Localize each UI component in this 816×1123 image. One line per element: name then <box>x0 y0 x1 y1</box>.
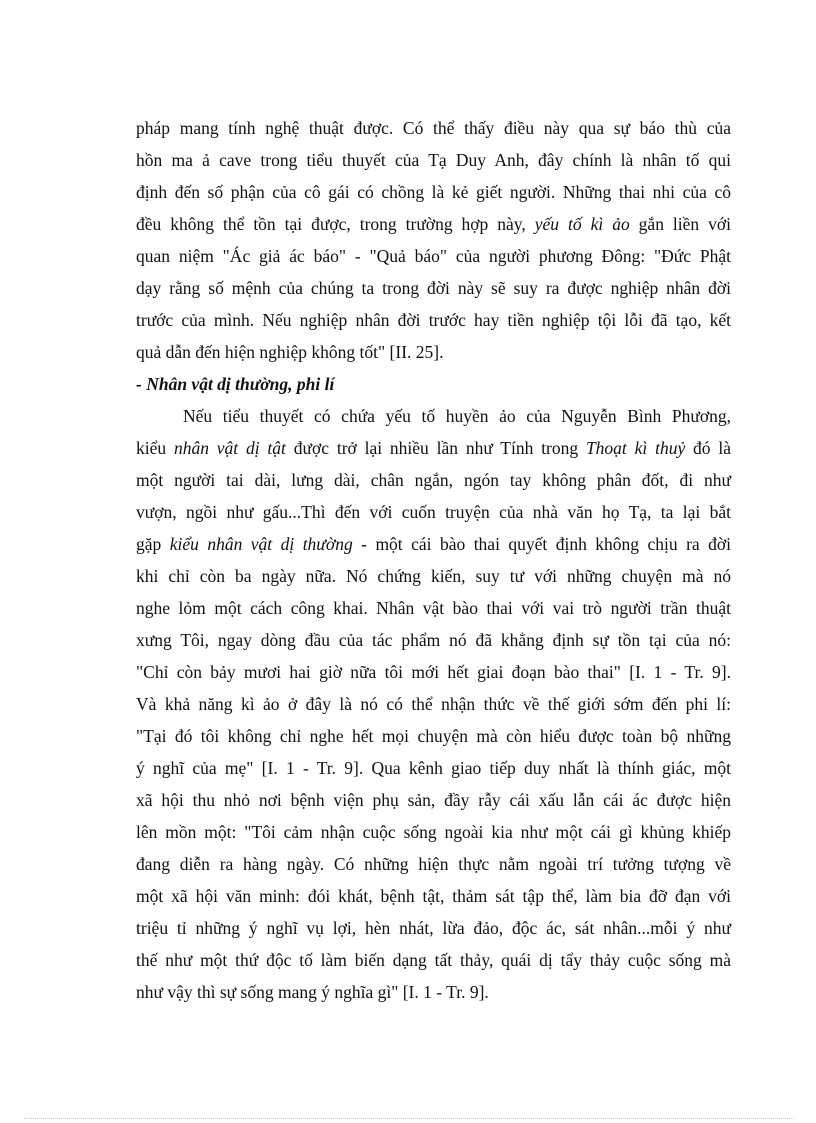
text-line <box>136 528 731 560</box>
text-line: định đến số phận của cô gái có chồng là kẻ giết người. Những thai nhi của cô <box>136 182 731 202</box>
text-line: trước của mình. Nếu nghiệp nhân đời trước hay tiền nghiệp tội lỗi đã tạo, kết <box>136 310 731 330</box>
text-line: "Tại đó tôi không chỉ nghe hết mọi chuyện mà còn hiểu được toàn bộ những <box>136 726 731 746</box>
italic-title: Thoạt kì thuỷ <box>585 438 686 458</box>
section-heading: - Nhân vật dị thường, phi lí <box>136 374 335 394</box>
text-run: - một cái bào thai quyết định không chịu ra đời <box>352 534 731 554</box>
text-line: một xã hội văn minh: đói khát, bệnh tật, thảm sát tập thể, làm bia đỡ đạn với <box>136 886 731 906</box>
text-run: đều không thể tồn tại được, trong trường hợp này, <box>136 214 535 234</box>
text-line: hồn ma ả cave trong tiểu thuyết của Tạ Duy Anh, đây chính là nhân tố qui <box>136 150 731 170</box>
text-line <box>136 208 731 240</box>
text-line: "Chỉ còn bảy mươi hai giờ nữa tôi mới hết giai đoạn bào thai" [I. 1 - Tr. 9]. <box>136 662 731 682</box>
text-line: vượn, ngồi như gấu...Thì đến với cuốn truyện của nhà văn họ Tạ, ta lại bắt <box>136 502 731 522</box>
body-text <box>136 112 731 1008</box>
text-run: kiểu <box>136 438 174 458</box>
text-line: Và khả năng kì ảo ở đây là nó có thể nhận thức về thế giới sớm đến phi lí: <box>136 694 731 714</box>
text-line: đang diễn ra hàng ngày. Có những hiện thực nằm ngoài trí tưởng tượng về <box>136 854 731 874</box>
text-line: xưng Tôi, ngay dòng đầu của tác phẩm nó đã khẳng định sự tồn tại của nó: <box>136 630 731 650</box>
text-line: thế như một thứ độc tố làm biến dạng tất thảy, quái dị tẩy thảy cuộc sống mà <box>136 950 731 970</box>
text-line <box>136 432 731 464</box>
italic-term: nhân vật dị tật <box>173 438 286 458</box>
italic-term: kiểu nhân vật dị thường <box>169 534 353 554</box>
text-line: triệu tỉ những ý nghĩ vụ lợi, hèn nhát, lừa đảo, độc ác, sát nhân...mỗi ý như <box>136 918 731 938</box>
text-line: như vậy thì sự sống mang ý nghĩa gì" [I. 1 - Tr. 9]. <box>136 982 489 1002</box>
text-line: khi chỉ còn ba ngày nữa. Nó chứng kiến, suy tư với những chuyện mà nó <box>136 566 731 586</box>
italic-term: yếu tố kì ảo <box>534 214 630 234</box>
text-run: gặp <box>136 534 170 554</box>
text-run: được trở lại nhiều lần như Tính trong <box>285 438 586 458</box>
text-line: Nếu tiểu thuyết có chứa yếu tố huyền ảo của Nguyễn Bình Phương, <box>183 406 731 426</box>
text-line: nghe lỏm một cách công khai. Nhân vật bào thai với vai trò người trần thuật <box>136 598 731 618</box>
text-line: dạy rằng số mệnh của chúng ta trong đời này sẽ suy ra được nghiệp nhân đời <box>136 278 731 298</box>
text-line: xã hội thu nhỏ nơi bệnh viện phụ sản, đầy rẫy cái xấu lẫn cái ác được hiện <box>136 790 731 810</box>
text-run: gắn liền với <box>629 214 731 234</box>
text-line: ý nghĩ của mẹ" [I. 1 - Tr. 9]. Qua kênh giao tiếp duy nhất là thính giác, một <box>136 758 731 778</box>
text-line: pháp mang tính nghệ thuật được. Có thể thấy điều này qua sự báo thù của <box>136 118 731 138</box>
text-line: một người tai dài, lưng dài, chân ngắn, ngón tay không phân đốt, đi như <box>136 470 731 490</box>
text-line: lên mồn một: "Tôi cảm nhận cuộc sống ngoài kia như một cái gì khủng khiếp <box>136 822 731 842</box>
text-line: quả dẫn đến hiện nghiệp không tốt" [II. 25]. <box>136 342 444 362</box>
page-bottom-divider <box>24 1118 794 1119</box>
text-line: quan niệm "Ác giả ác báo" - "Quả báo" của người phương Đông: "Đức Phật <box>136 246 731 266</box>
text-run: đó là <box>685 438 731 458</box>
